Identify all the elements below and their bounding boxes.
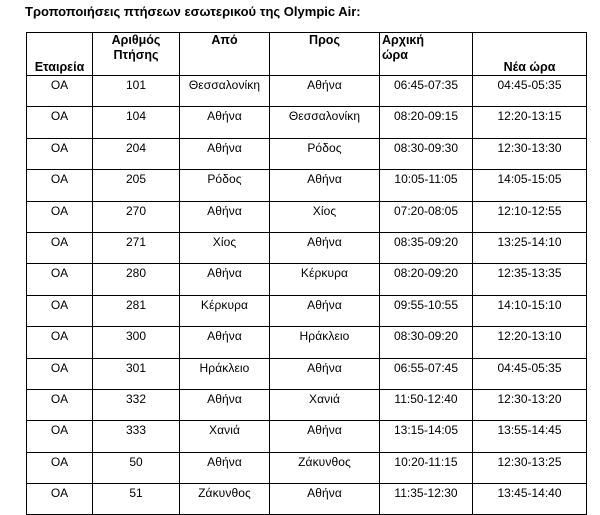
cell-original-time: 11:35-12:30 (380, 484, 473, 515)
cell-original-time: 06:55-07:45 (380, 358, 473, 389)
cell-flight-number: 205 (93, 170, 180, 201)
cell-company: OA (27, 264, 93, 295)
cell-from: Αθήνα (180, 389, 270, 420)
cell-original-time: 11:50-12:40 (380, 389, 473, 420)
header-flight-number (93, 33, 180, 76)
header-original-time (380, 33, 473, 76)
cell-new-time: 12:20-13:15 (473, 107, 587, 138)
table-row (27, 327, 587, 358)
cell-to: Χίος (270, 201, 380, 232)
cell-original-time: 08:30-09:20 (380, 327, 473, 358)
cell-from: Θεσσαλονίκη (180, 76, 270, 107)
table-row (27, 232, 587, 263)
cell-new-time: 13:45-14:40 (473, 484, 587, 515)
header-from: Από (180, 33, 270, 76)
cell-company: OA (27, 421, 93, 452)
header-new-time: Νέα ώρα (473, 33, 587, 76)
table-row (27, 264, 587, 295)
cell-from: Ηράκλειο (180, 358, 270, 389)
cell-to: Αθήνα (270, 76, 380, 107)
header-original-time-line2: ώρα (382, 48, 408, 62)
cell-original-time: 08:30-09:30 (380, 138, 473, 169)
cell-flight-number: 333 (93, 421, 180, 452)
cell-to: Ηράκλειο (270, 327, 380, 358)
cell-to: Θεσσαλονίκη (270, 107, 380, 138)
table-row (27, 484, 587, 515)
cell-to: Αθήνα (270, 170, 380, 201)
cell-flight-number: 332 (93, 389, 180, 420)
cell-new-time: 13:25-14:10 (473, 232, 587, 263)
table-body (27, 76, 587, 515)
cell-to: Αθήνα (270, 421, 380, 452)
cell-new-time: 12:10-12:55 (473, 201, 587, 232)
cell-original-time: 08:20-09:15 (380, 107, 473, 138)
header-to: Προς (270, 33, 380, 76)
cell-new-time: 12:30-13:25 (473, 452, 587, 483)
header-flight-number-line1: Αριθμός (111, 33, 161, 47)
cell-company: OA (27, 327, 93, 358)
cell-original-time: 06:45-07:35 (380, 76, 473, 107)
cell-flight-number: 300 (93, 327, 180, 358)
cell-from: Ρόδος (180, 170, 270, 201)
cell-from: Αθήνα (180, 452, 270, 483)
cell-from: Αθήνα (180, 138, 270, 169)
cell-flight-number: 51 (93, 484, 180, 515)
cell-company: OA (27, 389, 93, 420)
cell-from: Αθήνα (180, 264, 270, 295)
cell-to: Αθήνα (270, 232, 380, 263)
table-row (27, 452, 587, 483)
cell-company: OA (27, 201, 93, 232)
table-row (27, 358, 587, 389)
header-company: Εταιρεία (27, 33, 93, 76)
cell-new-time: 12:30-13:30 (473, 138, 587, 169)
cell-flight-number: 270 (93, 201, 180, 232)
cell-company: OA (27, 138, 93, 169)
header-original-time-line1: Αρχική (382, 33, 425, 47)
cell-to: Χανιά (270, 389, 380, 420)
cell-original-time: 08:35-09:20 (380, 232, 473, 263)
table-row (27, 107, 587, 138)
cell-from: Κέρκυρα (180, 295, 270, 326)
cell-from: Αθήνα (180, 201, 270, 232)
cell-original-time: 09:55-10:55 (380, 295, 473, 326)
cell-to: Αθήνα (270, 358, 380, 389)
cell-company: OA (27, 484, 93, 515)
header-row (27, 33, 587, 76)
table-row (27, 389, 587, 420)
cell-flight-number: 271 (93, 232, 180, 263)
page-title: Τροποποιήσεις πτήσεων εσωτερικού της Olympic Air: (25, 4, 361, 19)
cell-company: OA (27, 232, 93, 263)
cell-flight-number: 50 (93, 452, 180, 483)
table-row (27, 138, 587, 169)
cell-flight-number: 104 (93, 107, 180, 138)
table-row (27, 421, 587, 452)
cell-original-time: 08:20-09:20 (380, 264, 473, 295)
cell-flight-number: 281 (93, 295, 180, 326)
table-row (27, 76, 587, 107)
cell-company: OA (27, 295, 93, 326)
cell-flight-number: 204 (93, 138, 180, 169)
cell-new-time: 12:30-13:20 (473, 389, 587, 420)
cell-to: Ρόδος (270, 138, 380, 169)
cell-flight-number: 101 (93, 76, 180, 107)
cell-from: Αθήνα (180, 327, 270, 358)
cell-company: OA (27, 76, 93, 107)
cell-flight-number: 280 (93, 264, 180, 295)
table-row (27, 170, 587, 201)
table-row (27, 201, 587, 232)
cell-to: Αθήνα (270, 295, 380, 326)
cell-new-time: 04:45-05:35 (473, 76, 587, 107)
cell-to: Κέρκυρα (270, 264, 380, 295)
cell-company: OA (27, 170, 93, 201)
cell-new-time: 12:35-13:35 (473, 264, 587, 295)
cell-company: OA (27, 358, 93, 389)
cell-to: Αθήνα (270, 484, 380, 515)
cell-to: Ζάκυνθος (270, 452, 380, 483)
cell-from: Αθήνα (180, 107, 270, 138)
cell-new-time: 14:10-15:10 (473, 295, 587, 326)
cell-from: Χίος (180, 232, 270, 263)
header-flight-number-line2: Πτήσης (113, 48, 159, 62)
cell-company: OA (27, 107, 93, 138)
cell-from: Χανιά (180, 421, 270, 452)
cell-company: OA (27, 452, 93, 483)
cell-flight-number: 301 (93, 358, 180, 389)
cell-new-time: 12:20-13:10 (473, 327, 587, 358)
table-row (27, 295, 587, 326)
table-header (27, 33, 587, 76)
cell-original-time: 10:20-11:15 (380, 452, 473, 483)
cell-new-time: 04:45-05:35 (473, 358, 587, 389)
cell-original-time: 13:15-14:05 (380, 421, 473, 452)
cell-new-time: 13:55-14:45 (473, 421, 587, 452)
cell-new-time: 14:05-15:05 (473, 170, 587, 201)
cell-from: Ζάκυνθος (180, 484, 270, 515)
cell-original-time: 07:20-08:05 (380, 201, 473, 232)
cell-original-time: 10:05-11:05 (380, 170, 473, 201)
flight-changes-table (26, 32, 587, 515)
